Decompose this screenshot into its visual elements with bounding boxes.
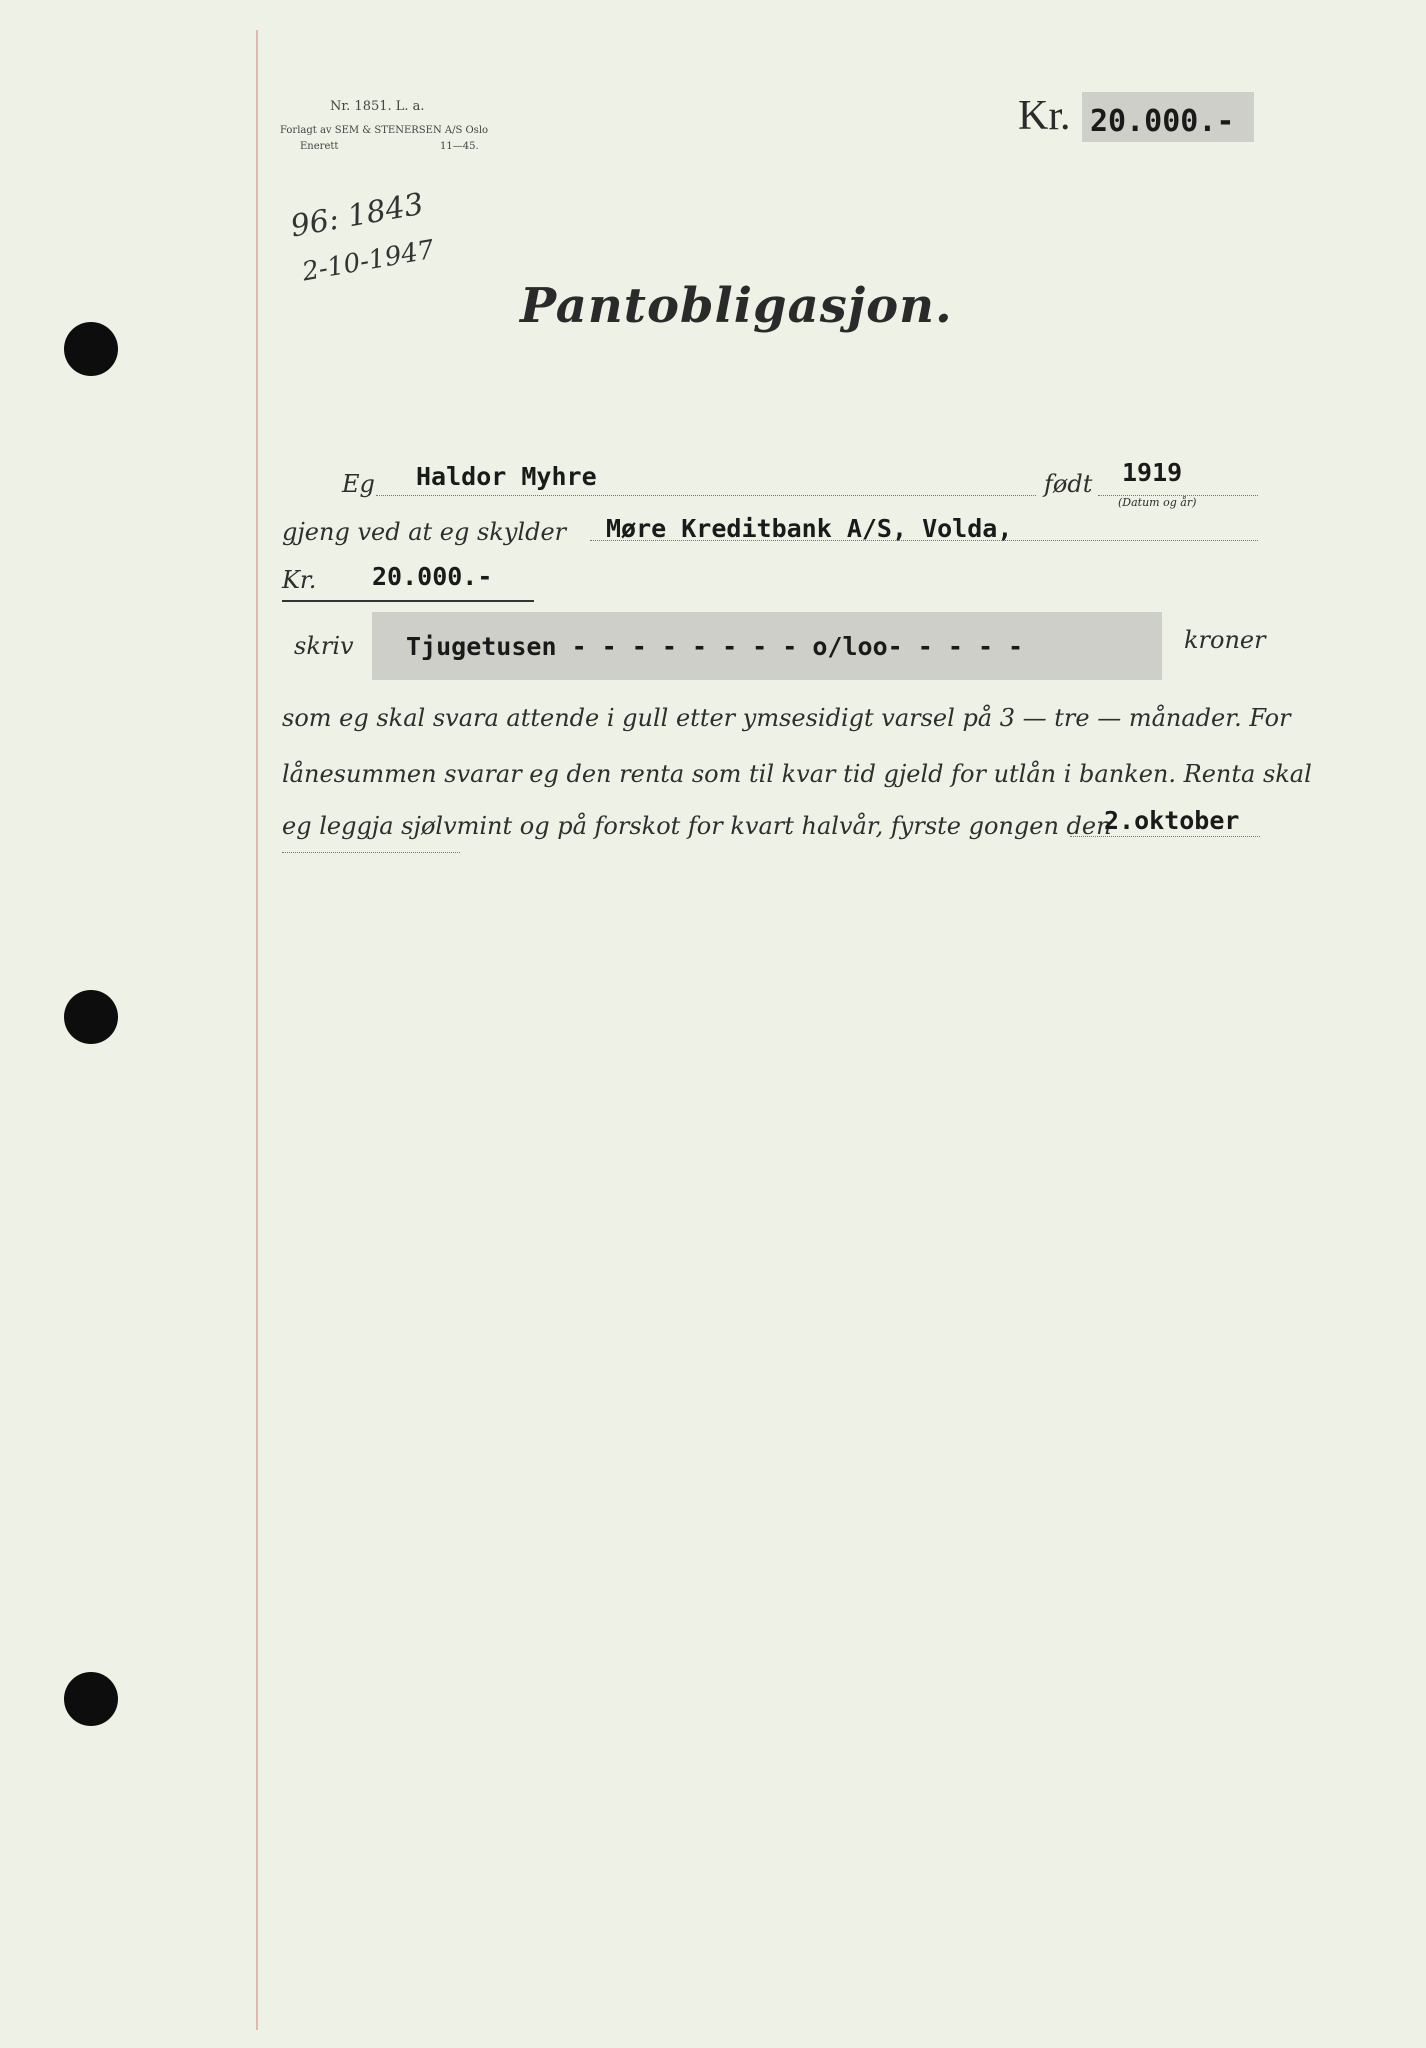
body-line: lånesummen svarar eg den renta som til kvar tid gjeld for utlån i banken. Renta skal bbox=[282, 760, 1312, 788]
document-title: Pantobligasjon. bbox=[520, 278, 953, 334]
skriv-label: skriv bbox=[294, 632, 354, 660]
rights: Enerett bbox=[300, 141, 339, 152]
creditor: Møre Kreditbank A/S, Volda, bbox=[606, 514, 1013, 543]
body-line: eg leggja sjølvmint og på forskot for kvart halvår, fyrste gongen den bbox=[282, 812, 1112, 840]
gjeng-label: gjeng ved at eg skylder bbox=[282, 518, 567, 546]
debtor-name: Haldor Myhre bbox=[416, 462, 597, 491]
publisher: Forlagt av SEM & STENERSEN A/S Oslo bbox=[280, 125, 489, 136]
print-code: 11—45. bbox=[440, 141, 479, 152]
birth-year: 1919 bbox=[1122, 458, 1183, 487]
fodt-label: født bbox=[1044, 470, 1093, 498]
dotted-line bbox=[376, 495, 1036, 496]
dotted-line bbox=[1070, 836, 1260, 837]
handwritten-date: 2-10-1947 bbox=[300, 234, 437, 288]
punch-hole bbox=[64, 1672, 118, 1726]
punch-hole bbox=[64, 990, 118, 1044]
eg-label: Eg bbox=[342, 470, 375, 498]
dotted-line bbox=[282, 852, 460, 853]
kr-label: Kr. bbox=[1018, 93, 1071, 139]
handwritten-note: 96: 1843 bbox=[288, 186, 427, 245]
first-date: 2.oktober bbox=[1104, 806, 1240, 835]
kr-field-label: Kr. bbox=[282, 566, 317, 594]
form-number: Nr. 1851. L. a. bbox=[330, 99, 425, 114]
datum-hint: (Datum og år) bbox=[1118, 496, 1197, 509]
body-line: som eg skal svara attende i gull etter ymsesidigt varsel på 3 — tre — månader. For bbox=[282, 704, 1291, 732]
amount-underline bbox=[282, 600, 534, 602]
amount: 20.000.- bbox=[372, 562, 493, 591]
kroner-label: kroner bbox=[1184, 626, 1266, 654]
red-margin-line bbox=[256, 30, 258, 2030]
amount-words: Tjugetusen - - - - - - - - o/loo- - - - - bbox=[406, 632, 1024, 661]
kr-amount: 20.000.- bbox=[1090, 104, 1235, 139]
punch-hole bbox=[64, 322, 118, 376]
